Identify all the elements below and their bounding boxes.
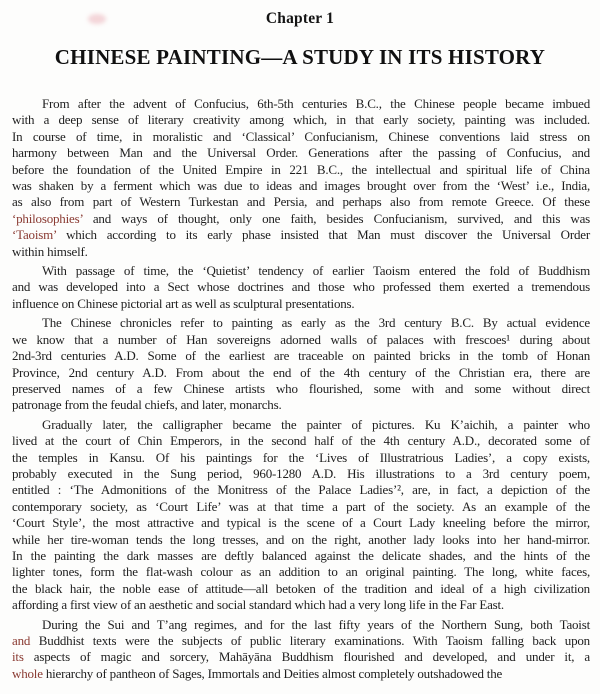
text-line: the temples in Kansu. Of his paintings for the ‘Lives of Illustratrious Ladies’, a copy exists,	[12, 449, 590, 465]
scan-smudge-artifact	[88, 14, 106, 24]
text-line: lived at the court of Chin Emperors, in the second half of the 4th century A.D., decorated some of	[12, 433, 590, 449]
text-line: and was developed into a Sect whose doctrines and those who professed them exerted a tremendous	[12, 279, 590, 295]
text-line: ‘Court Style’, the most attractive and typical is the scene of a Court Lady kneeling before the mirror,	[12, 515, 590, 531]
text-line: influence on Chinese pictorial art as well as sculptural presentations.	[12, 295, 355, 311]
text-line: contemporary society, as ‘Court Life’ was at that time a part of the society. As an example of the	[12, 498, 590, 514]
text-line: The Chinese chronicles refer to painting as early as the 3rd century B.C. By actual evidence	[42, 315, 590, 331]
text-line: In course of time, in moralistic and ‘Classical’ Confucianism, Chinese conventions laid stress on	[12, 128, 590, 144]
text-line: whole hierarchy of pantheon of Sages, Immortals and Deities almost completely outshadowed the	[12, 665, 503, 681]
paragraph	[12, 417, 590, 614]
text-line: patronage from the feudal chiefs, and later, monarchs.	[12, 397, 282, 413]
paragraph	[12, 315, 590, 413]
text-line: During the Sui and T’ang regimes, and for the last fifty years of the Northern Sung, both Taoist	[42, 616, 590, 632]
text-line: affording a first view of an aesthetic and social standard which had a very long life in the Far East.	[12, 597, 504, 613]
red-tinted-word: whole	[12, 665, 43, 681]
text-line: 2nd-3rd centuries A.D. Some of the earliest are traceable on painted bricks in the tomb of Honan	[12, 348, 590, 364]
text-line: ‘Taoism’ which according to its early phase insisted that Man must discover the Universal Order	[12, 227, 590, 243]
red-tinted-word: and	[12, 633, 31, 648]
paragraph	[12, 96, 590, 260]
text-line: we know that a number of Han sovereigns adorned walls of palaces with frescoes¹ during about	[12, 331, 590, 347]
paragraph	[12, 263, 590, 312]
text-line: ‘philosophies’ and ways of thought, only one faith, besides Confucianism, survived, and this was	[12, 210, 590, 226]
page-title: CHINESE PAINTING—A STUDY IN ITS HISTORY	[54, 45, 546, 69]
text-line: entitled : ‘The Admonitions of the Monitress of the Palace Ladies’², are, in fact, a depiction of the	[12, 482, 590, 498]
red-tinted-word: ‘philosophies’	[12, 210, 83, 226]
text-line: From after the advent of Confucius, 6th-5th centuries B.C., the Chinese people became imbued	[42, 96, 590, 111]
text-line: Province, 2nd century A.D. From about the end of the 4th century of the Christian era, there are	[12, 364, 590, 380]
text-line: harmony between Man and the Universal Order. Generations after the passing of Confucius, and	[12, 145, 590, 161]
text-line: its aspects of magic and sorcery, Mahāyāna Buddhism flourished and developed, and under it, a	[12, 649, 590, 665]
text-line: the black hair, the noble ease of attitude—all betoken of the tradition and ideal of a high civilization	[12, 580, 590, 596]
red-tinted-word: ‘Taoism’	[12, 227, 57, 243]
text-line: with a deep sense of literary creativity among which, in that early society, painting was included.	[12, 112, 590, 128]
text-line: before the foundation of the United Empire in 221 B.C., the intellectual and spiritual life of China	[12, 161, 590, 177]
text-line: probably executed in the Sung period, 960-1280 A.D. His illustrations to a 3rd century poem,	[12, 465, 590, 481]
text-line: within himself.	[12, 243, 88, 259]
chapter-label: Chapter 1	[265, 10, 335, 27]
text-line: as also from part of Western Turkestan and Persia, and perhaps also from remote Greece. Of these	[12, 194, 590, 210]
text-line: while her tire-woman tends the long tresses, and on the right, another lady looks into her hand-mirror.	[12, 531, 590, 547]
text-line: preserved names of a few Chinese artists who flourished, some with and some without direct	[12, 380, 590, 396]
text-line: lighter tones, form the flat-wash colour as an addition to an original painting. The long, white faces,	[12, 564, 590, 580]
paragraph	[12, 617, 590, 683]
text-line: and Buddhist texts were the subjects of public literary examinations. With Taoism falling back upon	[12, 633, 590, 648]
body-text	[12, 96, 590, 682]
text-line: With passage of time, the ‘Quietist’ tendency of earlier Taoism entered the fold of Buddhism	[42, 263, 590, 279]
text-line: In the painting the dark masses are deftly balanced against the delicate shades, and the hints of the	[12, 547, 590, 563]
text-line: Gradually later, the calligrapher became the painter of pictures. Ku K’aichih, a painter who	[42, 416, 590, 432]
text-line: was shaken by a ferment which was due to ideas and images brought over from the ‘West’ i.e., India,	[12, 178, 590, 194]
red-tinted-word: its	[12, 649, 24, 665]
